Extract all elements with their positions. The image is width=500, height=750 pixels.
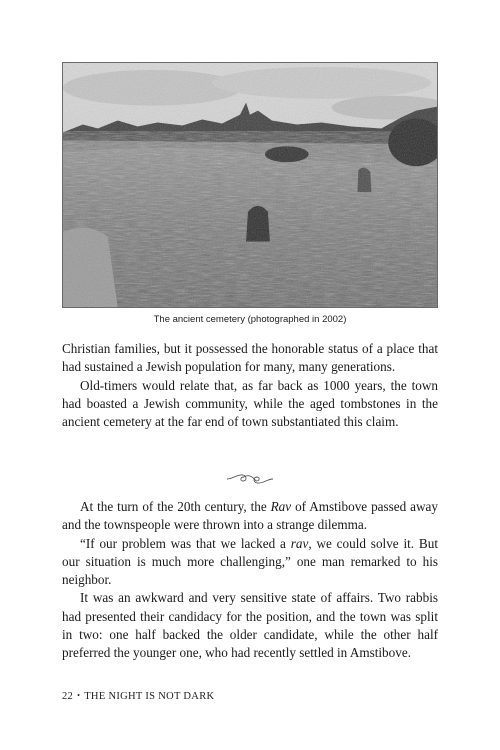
paragraph: Christian families, but it possessed the honorable status of a place that had sustained a Jewish population for many, many generations. (62, 341, 438, 375)
paragraph: It was an awkward and very sensitive state of affairs. Two rabbis had presented their candidacy for the position, and the town was split in two: one half backed the older candidate, while the other half preferred the younger one, who had recently settled in Amstibove. (62, 590, 438, 661)
page-footer (62, 691, 214, 702)
text-section-2 (62, 498, 438, 663)
running-title: THE NIGHT IS NOT DARK (84, 691, 215, 702)
paragraph: At the turn of the 20th century, the Rav of Amstibove passed away and the townspeople were thrown into a strange dilemma. (62, 499, 438, 533)
text-section-1 (62, 340, 438, 431)
italic-term: rav (290, 535, 309, 551)
section-break-ornament-icon (225, 470, 275, 486)
photo-caption: The ancient cemetery (photographed in 2002) (153, 314, 347, 325)
cemetery-photo-image (63, 63, 437, 307)
footer-bullet: • (77, 691, 81, 700)
cemetery-photo (62, 62, 438, 308)
paragraph: Old-timers would relate that, as far back as 1000 years, the town had boasted a Jewish community, while the aged tombstones in the ancient cemetery at the far end of town substantiated this claim. (62, 377, 438, 430)
paragraph: “If our problem was that we lacked a rav, we could solve it. But our situation is much more challenging,” one man remarked to his neighbor. (62, 535, 438, 588)
page-number: 22 (62, 691, 74, 702)
italic-term: Rav (270, 499, 292, 514)
